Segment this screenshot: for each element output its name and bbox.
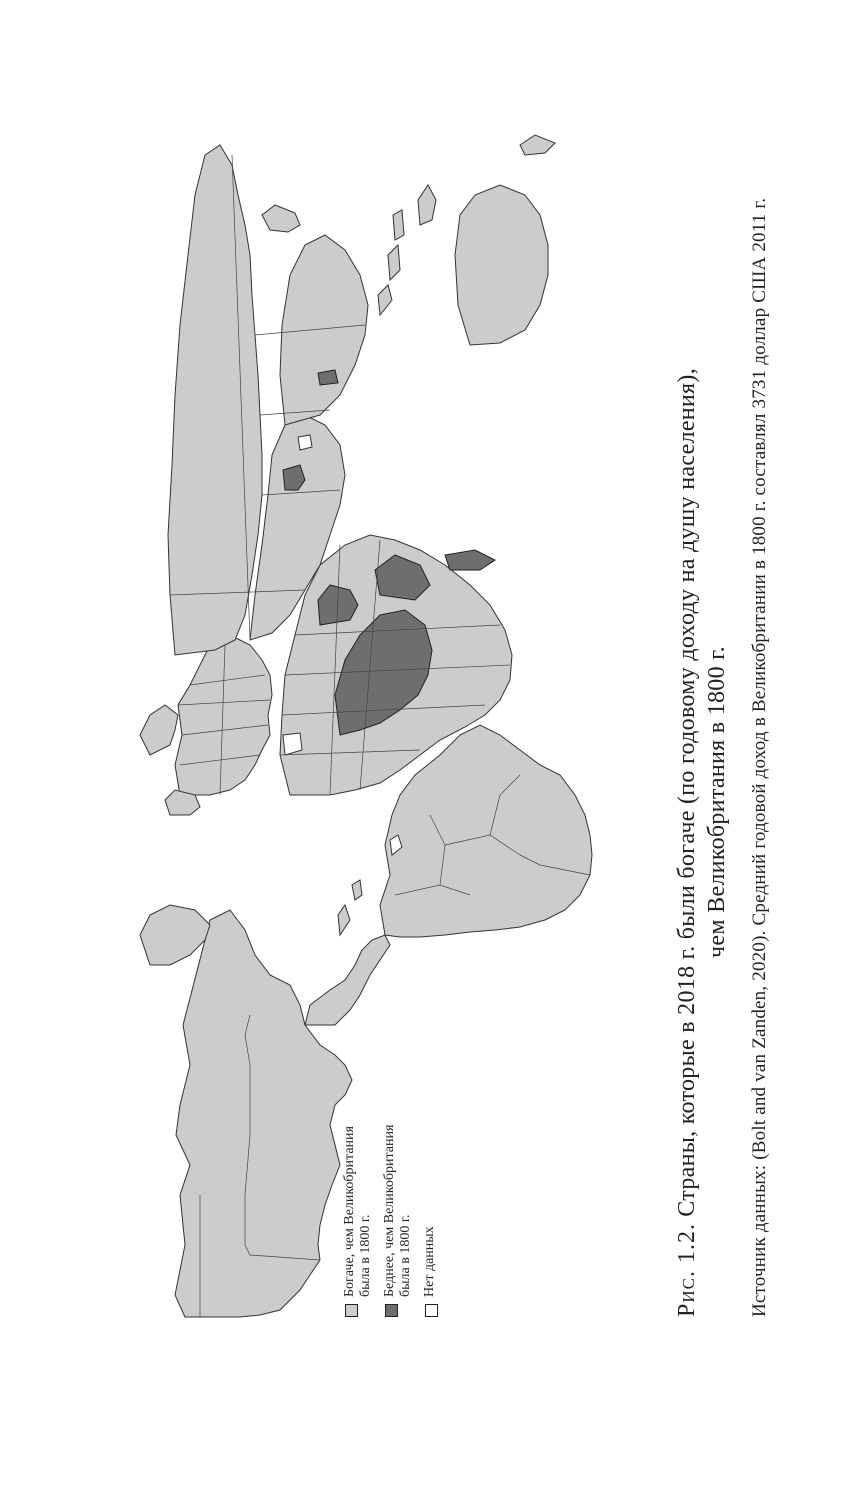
legend-swatch-no-data bbox=[425, 1304, 438, 1317]
caribbean-islands bbox=[338, 880, 362, 935]
legend-item-richer bbox=[342, 1037, 374, 1317]
papua-new-guinea bbox=[418, 185, 436, 225]
new-zealand bbox=[520, 135, 555, 155]
legend-swatch-richer bbox=[345, 1304, 358, 1317]
japan bbox=[262, 205, 300, 232]
australia bbox=[455, 185, 548, 345]
scandinavia bbox=[140, 705, 178, 755]
oceania bbox=[418, 135, 555, 345]
legend-label-richer: Богаче, чем Великобритания была в 1800 г. bbox=[342, 1126, 373, 1297]
madagascar bbox=[445, 550, 495, 570]
legend-label-poorer: Беднее, чем Великобритания была в 1800 г. bbox=[382, 1124, 413, 1297]
legend-item-no-data bbox=[422, 1037, 438, 1317]
europe bbox=[140, 635, 272, 815]
legend-swatch-poorer bbox=[385, 1304, 398, 1317]
asia-no-data bbox=[298, 435, 312, 450]
south-east-asia bbox=[280, 235, 368, 425]
map-legend bbox=[342, 1037, 446, 1317]
legend-label-no-data: Нет данных bbox=[422, 1226, 437, 1297]
mexico-central-america bbox=[305, 935, 390, 1025]
legend-item-poorer bbox=[382, 1037, 414, 1317]
caption-line-2: чем Великобритания в 1800 г. bbox=[704, 646, 730, 958]
asia-poorer-myanmar bbox=[318, 370, 338, 385]
figure-source: Источник данных: (Bolt and van Zanden, 2020). Средний годовой доход в Великобритании в 1800 г. составлял 3731 доллар США 2011 г. bbox=[749, 197, 770, 1317]
caption-line-1: Страны, которые в 2018 г. были богаче (по годовому доходу на душу населения), bbox=[674, 368, 700, 1217]
greenland bbox=[140, 905, 210, 965]
figure-caption bbox=[672, 157, 732, 1317]
indonesia-islands bbox=[378, 210, 404, 315]
figure-label: Рис. 1.2. bbox=[674, 1223, 700, 1317]
europe-continent bbox=[175, 635, 272, 795]
